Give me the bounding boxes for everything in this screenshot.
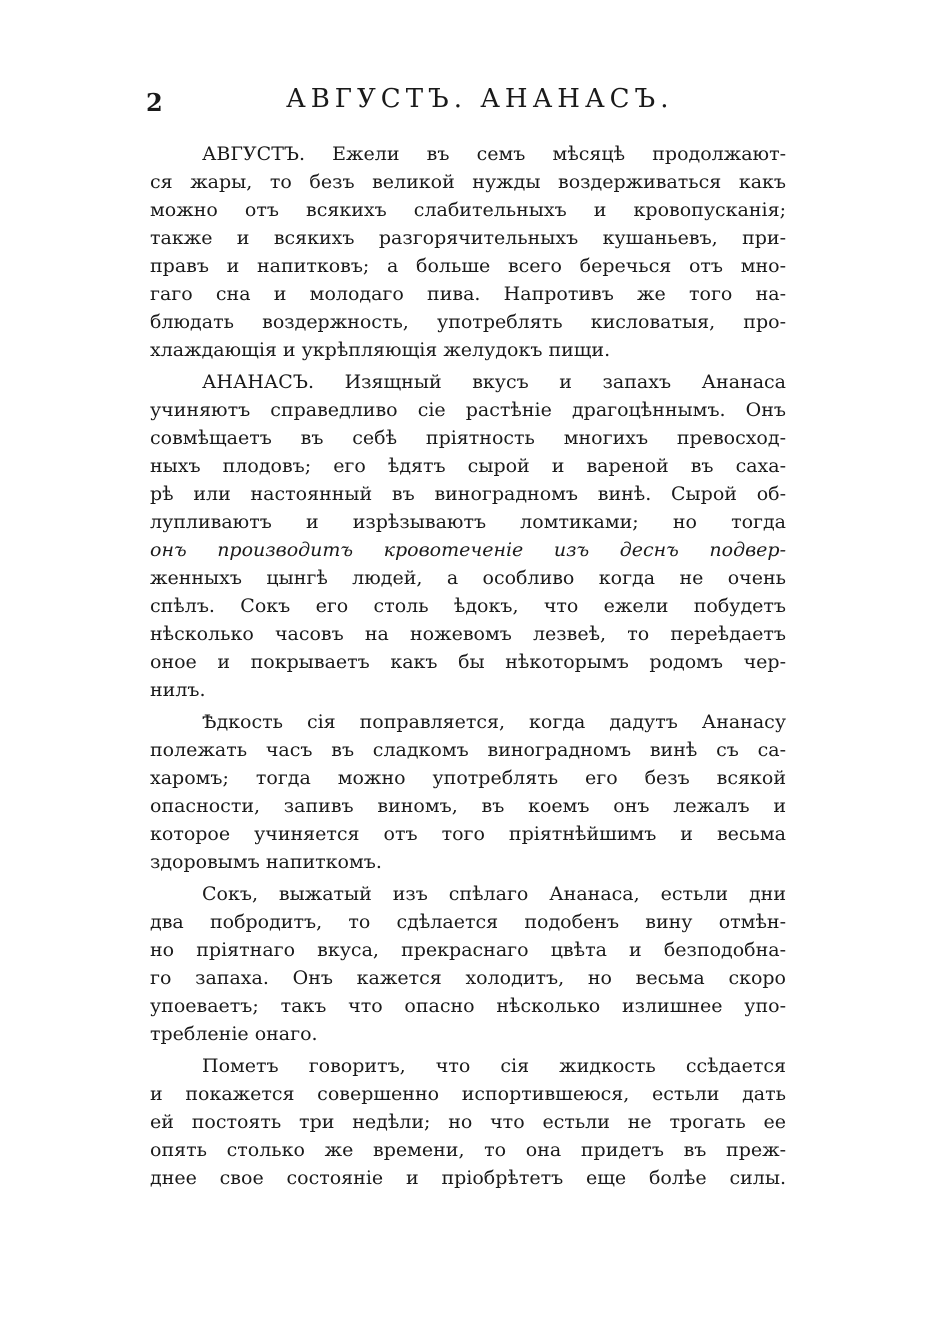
text-line: можно отъ всякихъ слабительныхъ и кровопусканія; xyxy=(150,199,786,221)
text-line: также и всякихъ разгорячительныхъ кушаньевъ, при- xyxy=(150,227,786,249)
paragraph-august xyxy=(150,140,786,364)
text-line: ся жары, то безъ великой нужды воздерживаться какъ xyxy=(150,171,786,193)
text-line: опасности, запивъ виномъ, въ коемъ онъ лежалъ и xyxy=(150,795,786,817)
text-line: совмѣщаетъ въ себѣ пріятность многихъ превосход- xyxy=(150,427,786,449)
text-line: го запаха. Онъ кажется холодитъ, но весьма скоро xyxy=(150,967,786,989)
text-line: лупливаютъ и изрѣзываютъ ломтиками; но тогда xyxy=(150,511,786,533)
text-line: упоеваетъ; такъ что опасно нѣсколько излишнее упо- xyxy=(150,995,786,1017)
text-line: полежать часъ въ сладкомъ виноградномъ винѣ съ са- xyxy=(150,739,786,761)
text-line: Пометъ говоритъ, что сія жидкость ссѣдается xyxy=(202,1055,786,1077)
text-line: ей постоять три недѣли; но что естьли не трогать ее xyxy=(150,1111,786,1133)
text-line: онъ производитъ кровотеченіе изъ деснъ подвер- xyxy=(150,539,786,561)
text-line: требленіе онаго. xyxy=(150,1023,318,1045)
text-line: ныхъ плодовъ; его ѣдятъ сырой и вареной въ саха- xyxy=(150,455,786,477)
text-line: хлаждающія и укрѣпляющія желудокъ пищи. xyxy=(150,339,611,361)
text-line: нилъ. xyxy=(150,679,206,701)
running-title: АВГУСТЪ. АНАНАСЪ. xyxy=(286,84,674,114)
page-number: 2 xyxy=(146,88,163,117)
text-line: блюдать воздержность, употреблять кисловатыя, про- xyxy=(150,311,786,333)
text-line: Ѣдкость сія поправляется, когда дадутъ Ананасу xyxy=(202,711,786,733)
text-line: гаго сна и молодаго пива. Напротивъ же того на- xyxy=(150,283,786,305)
text-line: оное и покрываетъ какъ бы нѣкоторымъ родомъ чер- xyxy=(150,651,786,673)
paragraph-acridity xyxy=(150,708,786,876)
text-line: здоровымъ напиткомъ. xyxy=(150,851,382,873)
text-line: АНАНАСЪ. Изящный вкусъ и запахъ Ананаса xyxy=(202,371,786,393)
text-line: но пріятнаго вкуса, прекраснаго цвѣта и безподобна- xyxy=(150,939,786,961)
text-line: учиняютъ справедливо сіе растѣніе драгоцѣннымъ. Онъ xyxy=(150,399,786,421)
text-line: опять столько же времени, то она придетъ въ преж- xyxy=(150,1139,786,1161)
paragraph-pineapple xyxy=(150,368,786,704)
page-header xyxy=(146,84,786,124)
text-line: харомъ; тогда можно употреблять его безъ всякой xyxy=(150,767,786,789)
text-line: которое учиняется отъ того пріятнѣйшимъ и весьма xyxy=(150,823,786,845)
text-line: спѣлъ. Сокъ его столь ѣдокъ, что ежели побудетъ xyxy=(150,595,786,617)
text-line: днее свое состояніе и пріобрѣтетъ еще болѣе силы. xyxy=(150,1167,786,1189)
text-line: правъ и напитковъ; а больше всего беречься отъ мно- xyxy=(150,255,786,277)
text-line: Сокъ, выжатый изъ спѣлаго Ананаса, естьли дни xyxy=(202,883,786,905)
text-line: женныхъ цынгѣ людей, а особливо когда не очень xyxy=(150,567,786,589)
text-line: два побродитъ, то сдѣлается подобенъ вину отмѣн- xyxy=(150,911,786,933)
paragraph-pomet xyxy=(150,1052,786,1192)
body-text xyxy=(150,140,786,1196)
text-line: нѣсколько часовъ на ножевомъ лезвеѣ, то переѣдаетъ xyxy=(150,623,786,645)
text-line: и покажется совершенно испортившеюся, естьли дать xyxy=(150,1083,786,1105)
paragraph-juice xyxy=(150,880,786,1048)
text-line: рѣ или настоянный въ виноградномъ винѣ. Сырой об- xyxy=(150,483,786,505)
text-line: АВГУСТЪ. Ежели въ семъ мѣсяцѣ продолжают- xyxy=(202,143,786,165)
